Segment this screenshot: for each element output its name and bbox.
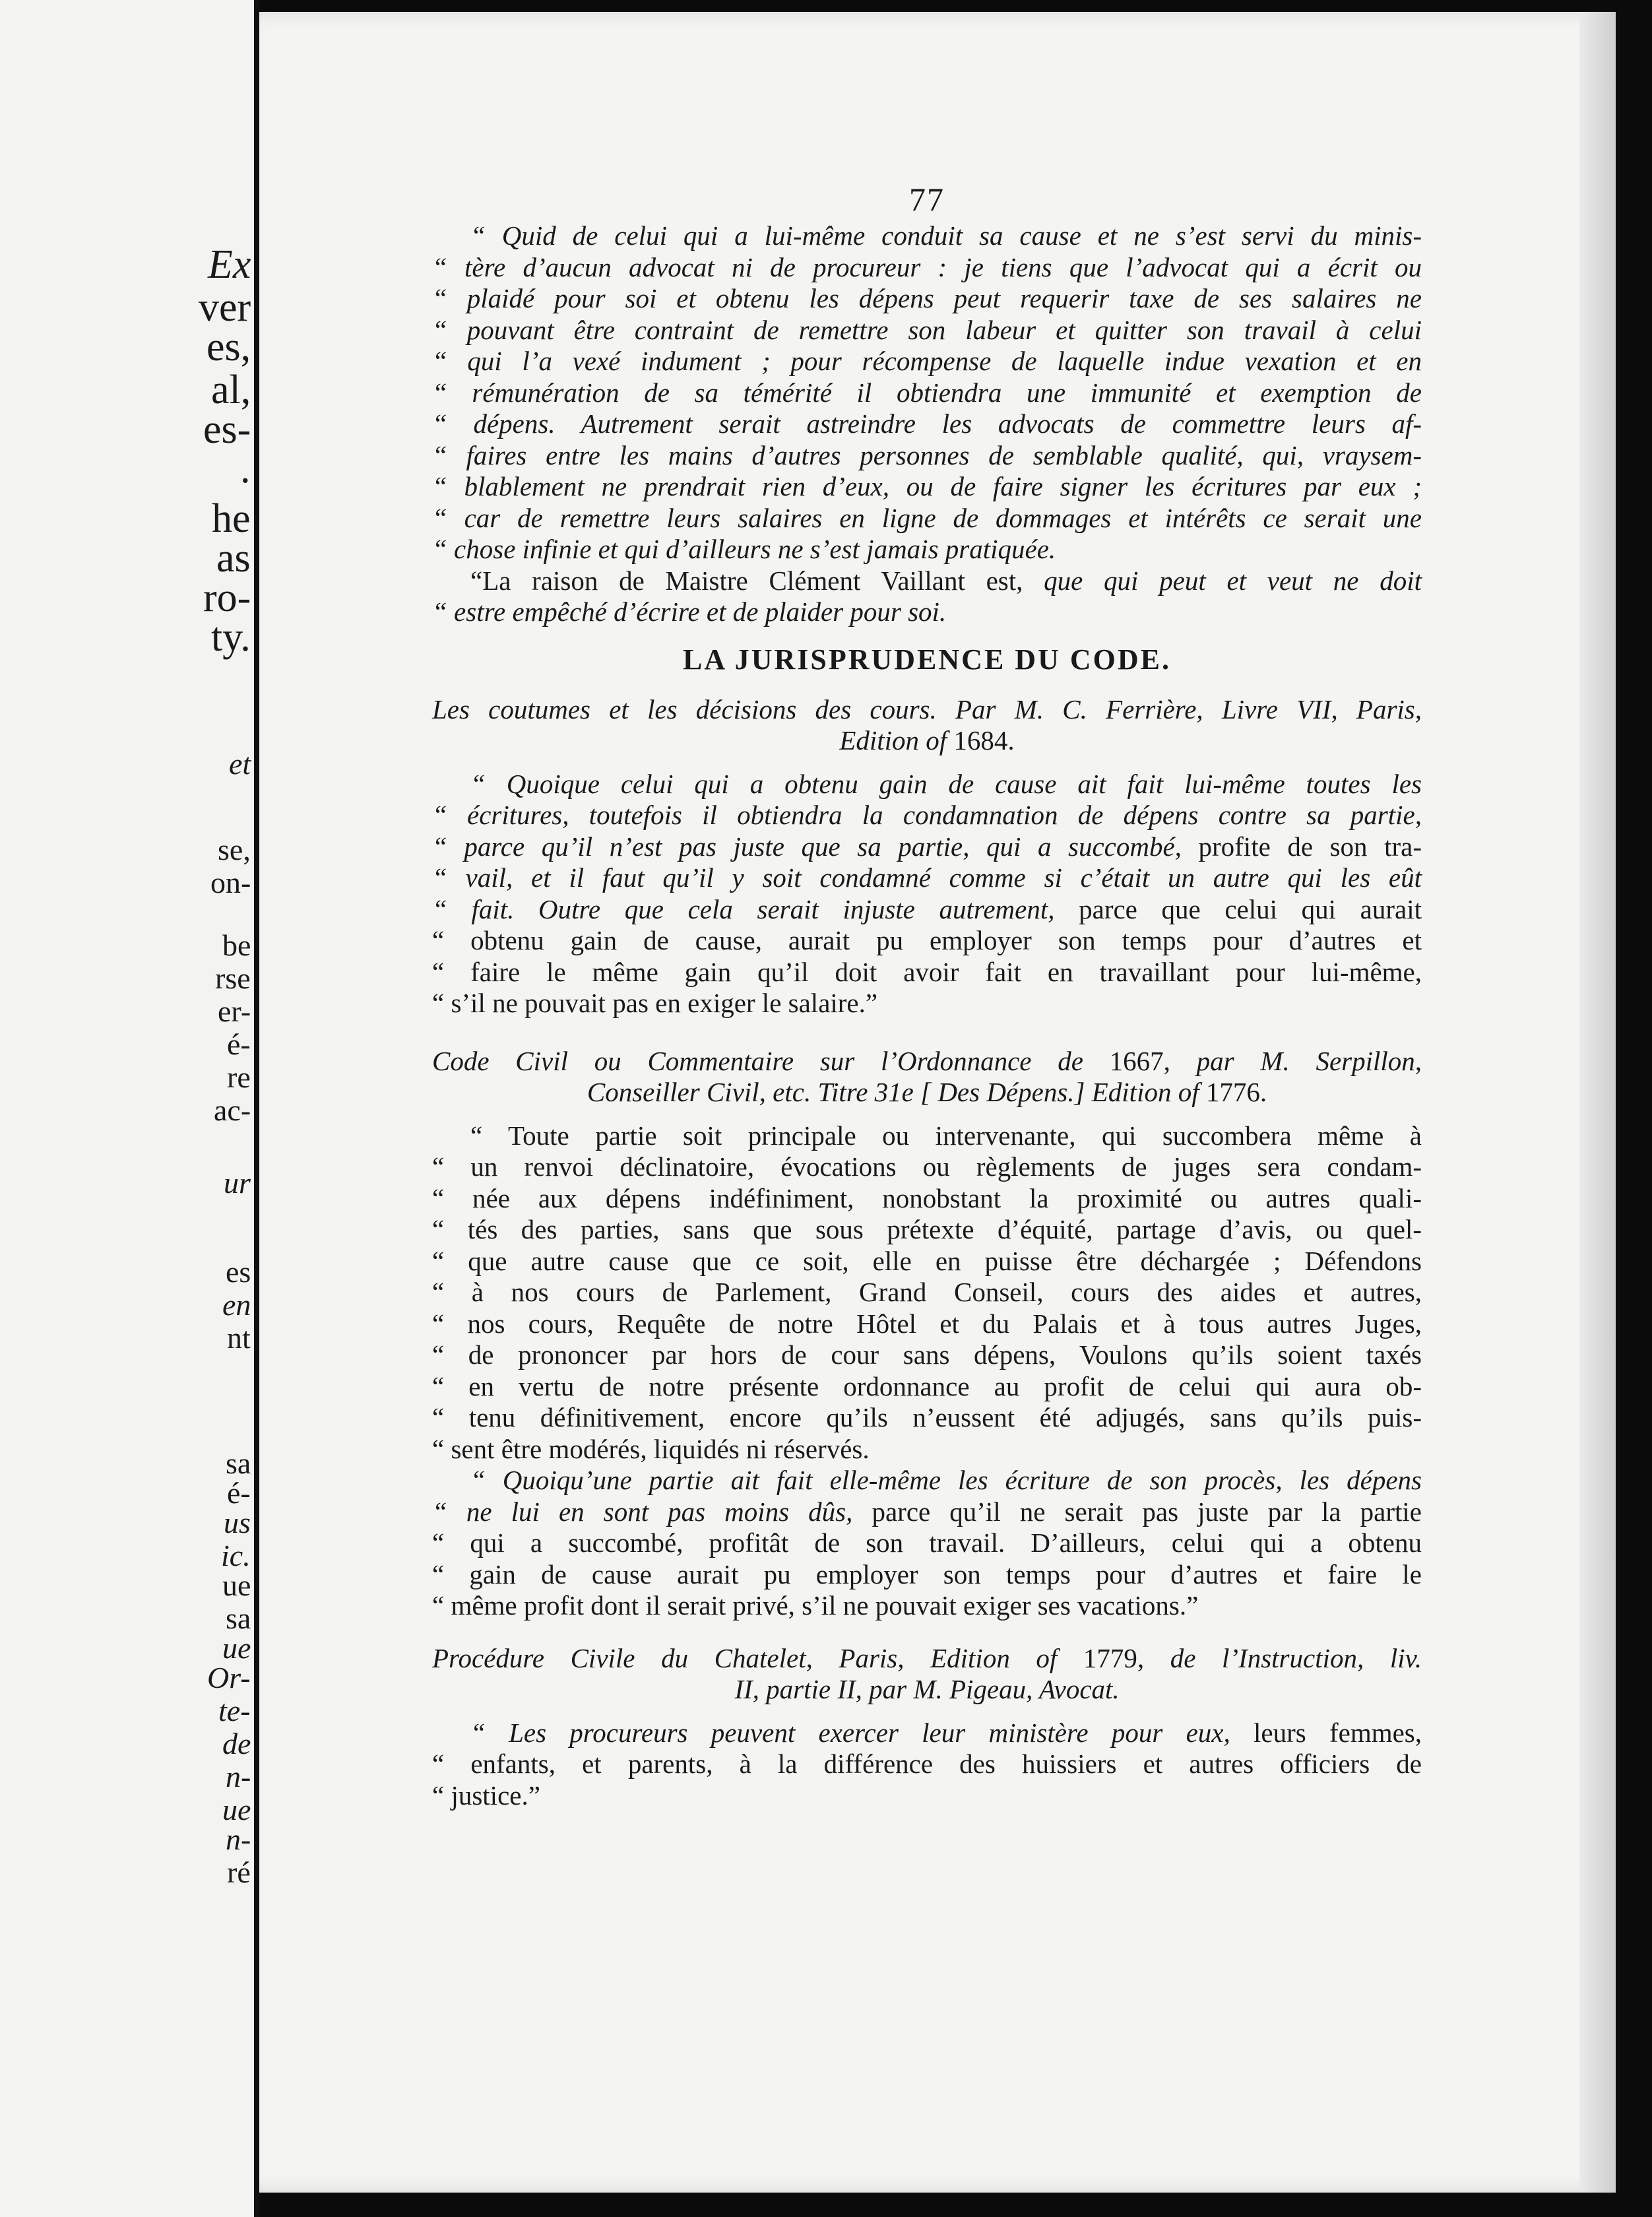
text-line: “ nos cours, Requête de notre Hôtel et du Palais et à tous autres Juges, <box>432 1308 1422 1339</box>
text-line: “ tère d’aucun advocat ni de procureur : je tiens que l’advocat qui a écrit ou <box>432 251 1422 282</box>
text-line: “ estre empêché d’écrire et de plaider pour soi. <box>432 596 947 627</box>
facing-page-text-fragment: ver <box>199 285 251 330</box>
facing-page-text-fragment: ré <box>227 1855 251 1889</box>
text-line: “ un renvoi déclinatoire, évocations ou règlements de juges sera condam- <box>432 1151 1422 1182</box>
facing-page-text-fragment: nt <box>227 1321 251 1355</box>
citation-line <box>432 1046 1422 1077</box>
citation-text: Code Civil ou Commentaire sur l’Ordonnance de <box>432 1045 1083 1076</box>
facing-page-text-fragment: ue <box>222 1568 251 1602</box>
facing-page-text-fragment: te- <box>218 1694 251 1727</box>
text-line: “ s’il ne pouvait pas en exiger le salaire.” <box>432 988 878 1018</box>
text-line: “ née aux dépens indéfiniment, nonobstant la proximité ou autres quali- <box>432 1182 1422 1213</box>
text-line: “ rémunération de sa témérité il obtiendra une immunité et exemption de <box>432 377 1422 408</box>
facing-page-text-fragment: sa <box>226 1601 251 1635</box>
citation-line: II, partie II, par M. Pigeau, Avocat. <box>734 1674 1120 1704</box>
text-roman: “La raison de Maistre Clément Vaillant est, <box>470 565 1023 596</box>
facing-page-text-fragment: é- <box>227 1476 251 1510</box>
quote-toute-partie <box>432 1120 1422 1465</box>
text-line: “ chose infinie et qui d’ailleurs ne s’est jamais pratiquée. <box>432 534 1056 564</box>
text-italic: “ Les procureurs peuvent exercer leur ministère pour eux, <box>470 1717 1230 1748</box>
text-line: “ justice.” <box>432 1780 540 1811</box>
facing-page-text-fragment: Or- <box>207 1661 251 1694</box>
facing-page-text-fragment: ue <box>222 1793 251 1826</box>
text-roman: profite de son tra- <box>1198 831 1422 862</box>
quote-quoique <box>432 769 1422 1019</box>
citation-line <box>432 725 1422 757</box>
book-page <box>259 12 1616 2193</box>
text-line: “ blablement ne prendrait rien d’eux, ou de faire signer les écritures par eux ; <box>432 471 1422 501</box>
text-italic: “ parce qu’il n’est pas juste que sa partie, qui a succombé, <box>432 831 1182 862</box>
text-line <box>432 894 1422 926</box>
facing-page-text-fragment: n- <box>226 1822 251 1856</box>
text-line: “ dépens. Autrement serait astreindre les advocats de commettre leurs af- <box>432 408 1422 439</box>
facing-page-text-fragment: al, <box>211 368 251 412</box>
facing-page-text-fragment: es <box>226 1255 251 1289</box>
facing-page-text-fragment: sa <box>226 1446 251 1480</box>
page-number: 77 <box>909 181 945 218</box>
text-roman: parce qu’il ne serait pas juste par la partie <box>872 1496 1422 1527</box>
facing-page-text-fragment: se, <box>218 833 251 866</box>
quote-vaillant <box>432 565 1422 628</box>
text-line: “ écritures, toutefois il obtiendra la condamnation de dépens contre sa partie, <box>432 800 1422 830</box>
facing-page-text-fragment: en <box>222 1288 251 1322</box>
citation-text: Procédure Civile du Chatelet, Paris, Edition of <box>432 1642 1058 1673</box>
facing-page-text-fragment: us <box>224 1506 251 1539</box>
book-gutter <box>254 0 259 2217</box>
text-line: “ faires entre les mains d’autres personnes de semblable qualité, qui, vraysem- <box>432 439 1422 470</box>
citation-line: Les coutumes et les décisions des cours. Par M. C. Ferrière, Livre VII, Paris, <box>432 693 1422 724</box>
citation-ferriere <box>432 694 1422 757</box>
text-line: “ tés des parties, sans que sous prétexte d’équité, partage d’avis, ou quel- <box>432 1214 1422 1244</box>
facing-page-text-fragment: re <box>227 1060 251 1094</box>
text-line <box>432 1718 1422 1749</box>
citation-line <box>432 1077 1422 1108</box>
facing-page-text-fragment: ty. <box>211 615 251 660</box>
text-line: “ même profit dont il serait privé, s’il ne pouvait exiger ses vacations.” <box>432 1590 1199 1621</box>
text-line: “ Quoique celui qui a obtenu gain de cause ait fait lui-même toutes les <box>470 768 1422 799</box>
facing-page-text-fragment: et <box>229 747 251 781</box>
citation-year: 1779, <box>1083 1642 1145 1673</box>
text-roman: parce que celui qui aurait <box>1079 893 1422 924</box>
citation-serpillon <box>432 1046 1422 1108</box>
citation-pigeau <box>432 1643 1422 1706</box>
text-line: “ faire le même gain qu’il doit avoir fait en travaillant pour lui-même, <box>432 956 1422 987</box>
facing-page-text-fragment: on- <box>210 866 251 899</box>
text-line <box>432 1496 1422 1528</box>
text-line: “ car de remettre leurs salaires en ligne de dommages et intérêts ce serait une <box>432 502 1422 533</box>
citation-line <box>432 1643 1422 1675</box>
facing-page-text-fragment: é- <box>227 1027 251 1061</box>
facing-page-fragment <box>0 0 254 2217</box>
facing-page-text-fragment: rse <box>215 961 251 995</box>
text-line: “ tenu définitivement, encore qu’ils n’eussent été adjugés, sans qu’ils puis- <box>432 1402 1422 1432</box>
facing-page-text-fragment: ic. <box>221 1539 251 1572</box>
citation-year: 1684. <box>953 725 1015 755</box>
text-italic: “ ne lui en sont pas moins dûs, <box>432 1496 853 1527</box>
facing-page-text-fragment: ro- <box>203 575 251 620</box>
text-roman: leurs femmes, <box>1254 1717 1422 1748</box>
text-italic: “ fait. Outre que cela serait injuste autrement, <box>432 893 1055 924</box>
text-line: “ Quoiqu’une partie ait fait elle-même les écriture de son procès, les dépens <box>470 1465 1422 1495</box>
text-line: “ qui a succombé, profitât de son travail. D’ailleurs, celui qui a obtenu <box>432 1527 1422 1558</box>
section-heading: LA JURISPRUDENCE DU CODE. <box>683 643 1171 676</box>
facing-page-text-fragment: be <box>222 928 251 962</box>
facing-page-text-fragment: . <box>240 447 251 492</box>
quote-quoiqu-une-partie <box>432 1465 1422 1622</box>
quote-quid-de-celui <box>432 220 1422 565</box>
citation-text: de l’Instruction, liv. <box>1170 1642 1422 1673</box>
text-line: “ qui l’a vexé indument ; pour récompense de laquelle indue vexation et en <box>432 346 1422 376</box>
facing-page-text-fragment: ur <box>224 1166 251 1200</box>
facing-page-text-fragment: de <box>222 1727 251 1760</box>
text-line: “ de prononcer par hors de cour sans dépens, Voulons qu’ils soient taxés <box>432 1339 1422 1370</box>
quote-procureurs <box>432 1718 1422 1812</box>
text-line: “ que autre cause que ce soit, elle en puisse être déchargée ; Défendons <box>432 1245 1422 1276</box>
citation-text: par M. Serpillon, <box>1196 1045 1422 1076</box>
text-line: “ à nos cours de Parlement, Grand Conseil, cours des aides et autres, <box>432 1277 1422 1307</box>
facing-page-text-fragment: he <box>212 496 251 541</box>
facing-page-text-fragment: ue <box>222 1631 251 1665</box>
text-line: “ Toute partie soit principale ou intervenante, qui succombera même à <box>470 1120 1422 1151</box>
text-line: “ en vertu de notre présente ordonnance au profit de celui qui aura ob- <box>432 1370 1422 1401</box>
citation-year: 1667, <box>1109 1045 1170 1076</box>
text-italic: que qui peut et veut ne doit <box>1044 565 1422 596</box>
text-line: “ sent être modérés, liquidés ni réservés. <box>432 1433 870 1464</box>
text-line <box>432 831 1422 863</box>
text-line: “ plaidé pour soi et obtenu les dépens peut requerir taxe de ses salaires ne <box>432 283 1422 313</box>
facing-page-text-fragment: Ex <box>208 242 251 287</box>
text-line: “ pouvant être contraint de remettre son labeur et quitter son travail à celui <box>432 314 1422 345</box>
citation-edition: Edition of <box>839 725 947 755</box>
facing-page-text-fragment: n- <box>226 1760 251 1793</box>
facing-page-text-fragment: as <box>216 536 251 581</box>
text-line <box>432 565 1422 597</box>
text-line: “ obtenu gain de cause, aurait pu employer son temps pour d’autres et <box>432 925 1422 955</box>
facing-page-text-fragment: er- <box>218 994 251 1028</box>
citation-year: 1776. <box>1205 1077 1267 1107</box>
page-edge <box>1579 12 1616 2193</box>
facing-page-text-fragment: ac- <box>214 1093 251 1127</box>
text-line: “ vail, et il faut qu’il y soit condamné comme si c’était un autre qui les eût <box>432 862 1422 893</box>
facing-page-text-fragment: es, <box>206 325 251 370</box>
text-line: “ enfants, et parents, à la différence des huissiers et autres officiers de <box>432 1749 1422 1779</box>
text-line: “ Quid de celui qui a lui-même conduit sa cause et ne s’est servi du minis- <box>470 220 1422 251</box>
page-content <box>432 181 1422 1811</box>
citation-text: Conseiller Civil, etc. Titre 31e [ Des Dépens.] Edition of <box>587 1077 1199 1107</box>
text-line: “ gain de cause aurait pu employer son temps pour d’autres et faire le <box>432 1558 1422 1590</box>
facing-page-text-fragment: es- <box>203 407 251 452</box>
